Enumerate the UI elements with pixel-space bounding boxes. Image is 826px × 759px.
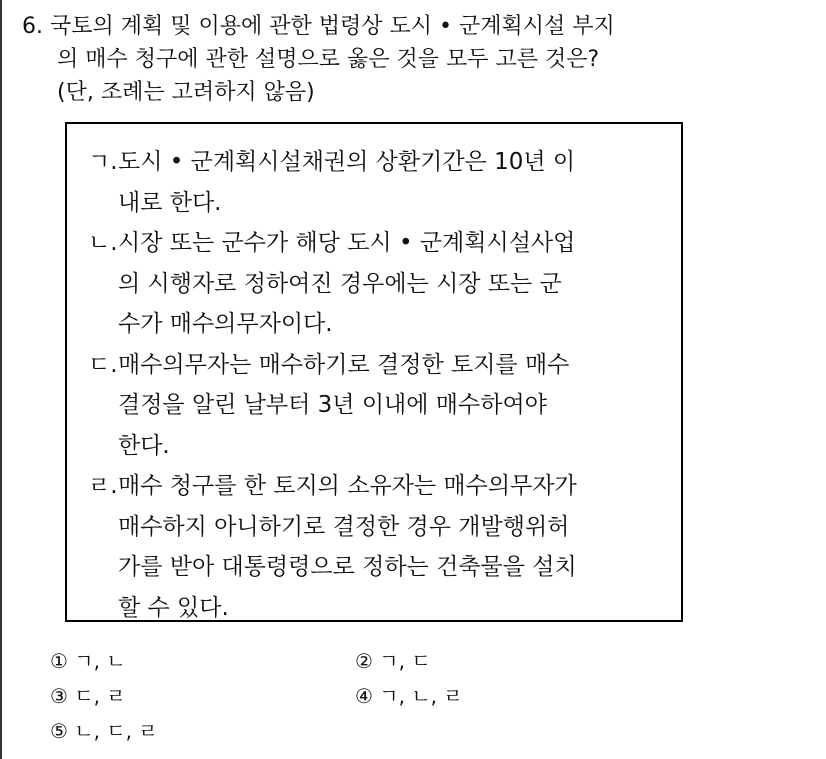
left-margin-rule	[0, 0, 2, 759]
question-line: 의 매수 청구에 관한 설명으로 옳은 것을 모두 고른 것은?	[57, 47, 600, 72]
statement-line: 의 시행자로 정하여진 경우에는 시장 또는 군	[118, 270, 562, 297]
statements-list	[88, 142, 577, 628]
statement-text: 시장 또는 군수가 해당 도시 • 군계획시설사업	[118, 230, 576, 256]
question-line: 6. 국토의 계획 및 이용에 관한 법령상 도시 • 군계획시설 부지	[22, 14, 615, 39]
statement-line	[88, 466, 577, 507]
statement-line: 내로 한다.	[118, 189, 222, 216]
answer-option-4[interactable]: ④ ㄱ, ㄴ, ㄹ	[355, 684, 463, 708]
statement-text: 도시 • 군계획시설채권의 상환기간은 10년 이	[118, 149, 576, 175]
statement-line: 가를 받아 대통령령으로 정하는 건축물을 설치	[118, 554, 577, 580]
statement-marker: ㄹ.	[88, 473, 118, 499]
statement-line: 한다.	[118, 432, 170, 459]
answer-option-1[interactable]: ① ㄱ, ㄴ	[50, 649, 126, 673]
answer-option-2[interactable]: ② ㄱ, ㄷ	[355, 649, 431, 673]
statement-line: 매수하지 아니하기로 결정한 경우 개발행위허	[118, 513, 570, 540]
statement-marker: ㄱ.	[88, 149, 118, 175]
answer-option-3[interactable]: ③ ㄷ, ㄹ	[50, 684, 126, 708]
question-line: (단, 조례는 고려하지 않음)	[57, 80, 315, 105]
statement-marker: ㄷ.	[88, 351, 118, 378]
statement-line: 수가 매수의무자이다.	[118, 311, 333, 337]
statement-text: 매수 청구를 한 토지의 소유자는 매수의무자가	[118, 473, 577, 499]
answer-option-5[interactable]: ⑤ ㄴ, ㄷ, ㄹ	[50, 719, 158, 743]
statement-marker: ㄴ.	[88, 230, 118, 256]
statement-line: 할 수 있다.	[118, 594, 229, 621]
statement-line: 결정을 알린 날부터 3년 이내에 매수하여야	[118, 392, 547, 418]
statement-text: 매수의무자는 매수하기로 결정한 토지를 매수	[118, 351, 570, 378]
statement-line	[88, 223, 577, 264]
question-stem	[22, 10, 615, 109]
statement-line	[88, 345, 577, 386]
statement-line	[88, 142, 577, 183]
